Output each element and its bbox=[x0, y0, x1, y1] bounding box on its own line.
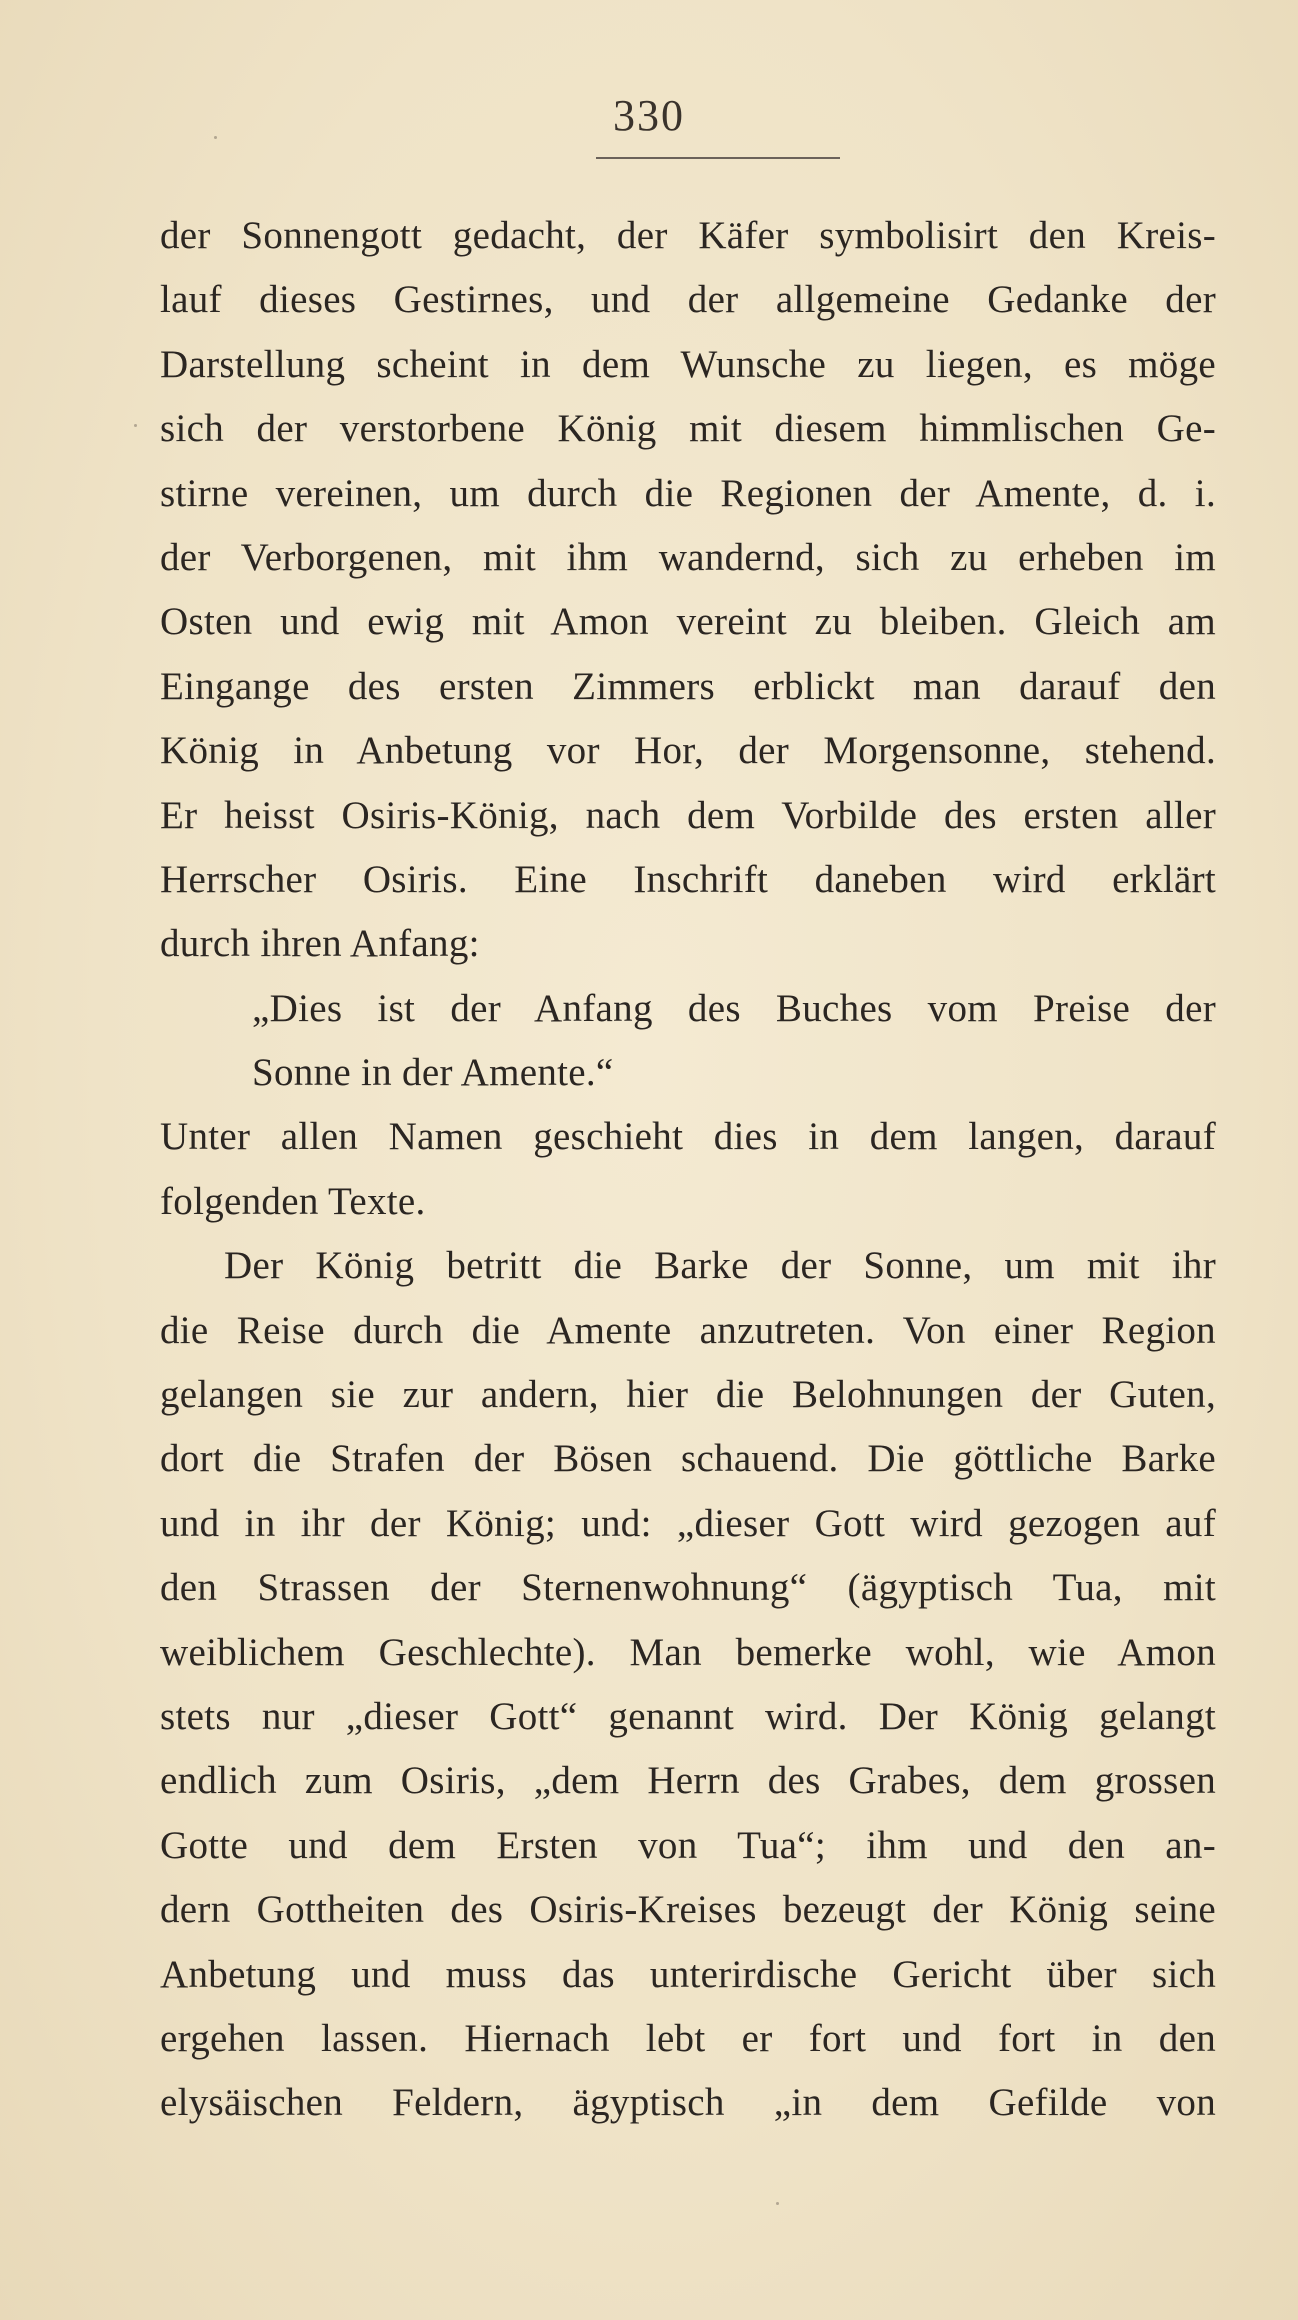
text-line: König in Anbetung vor Hor, der Morgensonne, stehend. bbox=[160, 729, 1216, 773]
text-line: die Reise durch die Amente anzutreten. Von einer Region bbox=[160, 1308, 1216, 1352]
page-number: 330 bbox=[613, 91, 685, 140]
text-line: lauf dieses Gestirnes, und der allgemeine Gedanke der bbox=[160, 278, 1216, 322]
text-line: Darstellung scheint in dem Wunsche zu liegen, es möge bbox=[160, 342, 1216, 386]
paper-speck bbox=[214, 136, 217, 139]
text-line: Eingange des ersten Zimmers erblickt man darauf den bbox=[160, 664, 1216, 708]
text-line: Herrscher Osiris. Eine Inschrift daneben wird erklärt bbox=[160, 857, 1216, 901]
text-line: sich der verstorbene König mit diesem himmlischen Ge- bbox=[160, 407, 1216, 451]
text-line: Anbetung und muss das unterirdische Gericht über sich bbox=[160, 1952, 1216, 1996]
text-line: Sonne in der Amente.“ bbox=[252, 1051, 614, 1095]
text-line: der Verborgenen, mit ihm wandernd, sich zu erheben im bbox=[160, 535, 1216, 579]
text-line: dort die Strafen der Bösen schauend. Die göttliche Barke bbox=[160, 1437, 1216, 1481]
text-line: durch ihren Anfang: bbox=[160, 922, 480, 966]
text-line: Gotte und dem Ersten von Tua“; ihm und den an- bbox=[160, 1823, 1216, 1867]
text-line: endlich zum Osiris, „dem Herrn des Grabes, dem grossen bbox=[160, 1759, 1216, 1803]
text-line: weiblichem Geschlechte). Man bemerke wohl, wie Amon bbox=[160, 1630, 1216, 1674]
paper-speck bbox=[134, 424, 137, 427]
paper-speck bbox=[776, 2202, 779, 2205]
text-line: Osten und ewig mit Amon vereint zu bleiben. Gleich am bbox=[160, 600, 1216, 644]
text-line: stirne vereinen, um durch die Regionen der Amente, d. i. bbox=[160, 471, 1216, 515]
text-line: den Strassen der Sternenwohnung“ (ägyptisch Tua, mit bbox=[160, 1566, 1216, 1610]
text-line: Der König betritt die Barke der Sonne, um mit ihr bbox=[224, 1244, 1216, 1288]
text-line: ergehen lassen. Hiernach lebt er fort und fort in den bbox=[160, 2016, 1216, 2060]
body-text bbox=[160, 204, 1216, 2136]
text-line: gelangen sie zur andern, hier die Belohnungen der Guten, bbox=[160, 1373, 1216, 1417]
text-line: folgenden Texte. bbox=[160, 1179, 426, 1223]
text-line: und in ihr der König; und: „dieser Gott wird gezogen auf bbox=[160, 1501, 1216, 1545]
text-line: der Sonnengott gedacht, der Käfer symbolisirt den Kreis- bbox=[160, 214, 1216, 257]
text-line: Unter allen Namen geschieht dies in dem langen, darauf bbox=[160, 1115, 1216, 1159]
text-line: stets nur „dieser Gott“ genannt wird. Der König gelangt bbox=[160, 1694, 1216, 1738]
header-rule bbox=[596, 157, 840, 159]
text-line: dern Gottheiten des Osiris-Kreises bezeugt der König seine bbox=[160, 1888, 1216, 1932]
text-line: „Dies ist der Anfang des Buches vom Preise der bbox=[252, 986, 1216, 1030]
text-line: elysäischen Feldern, ägyptisch „in dem Gefilde von bbox=[160, 2081, 1216, 2125]
text-line: Er heisst Osiris-König, nach dem Vorbilde des ersten aller bbox=[160, 793, 1216, 837]
